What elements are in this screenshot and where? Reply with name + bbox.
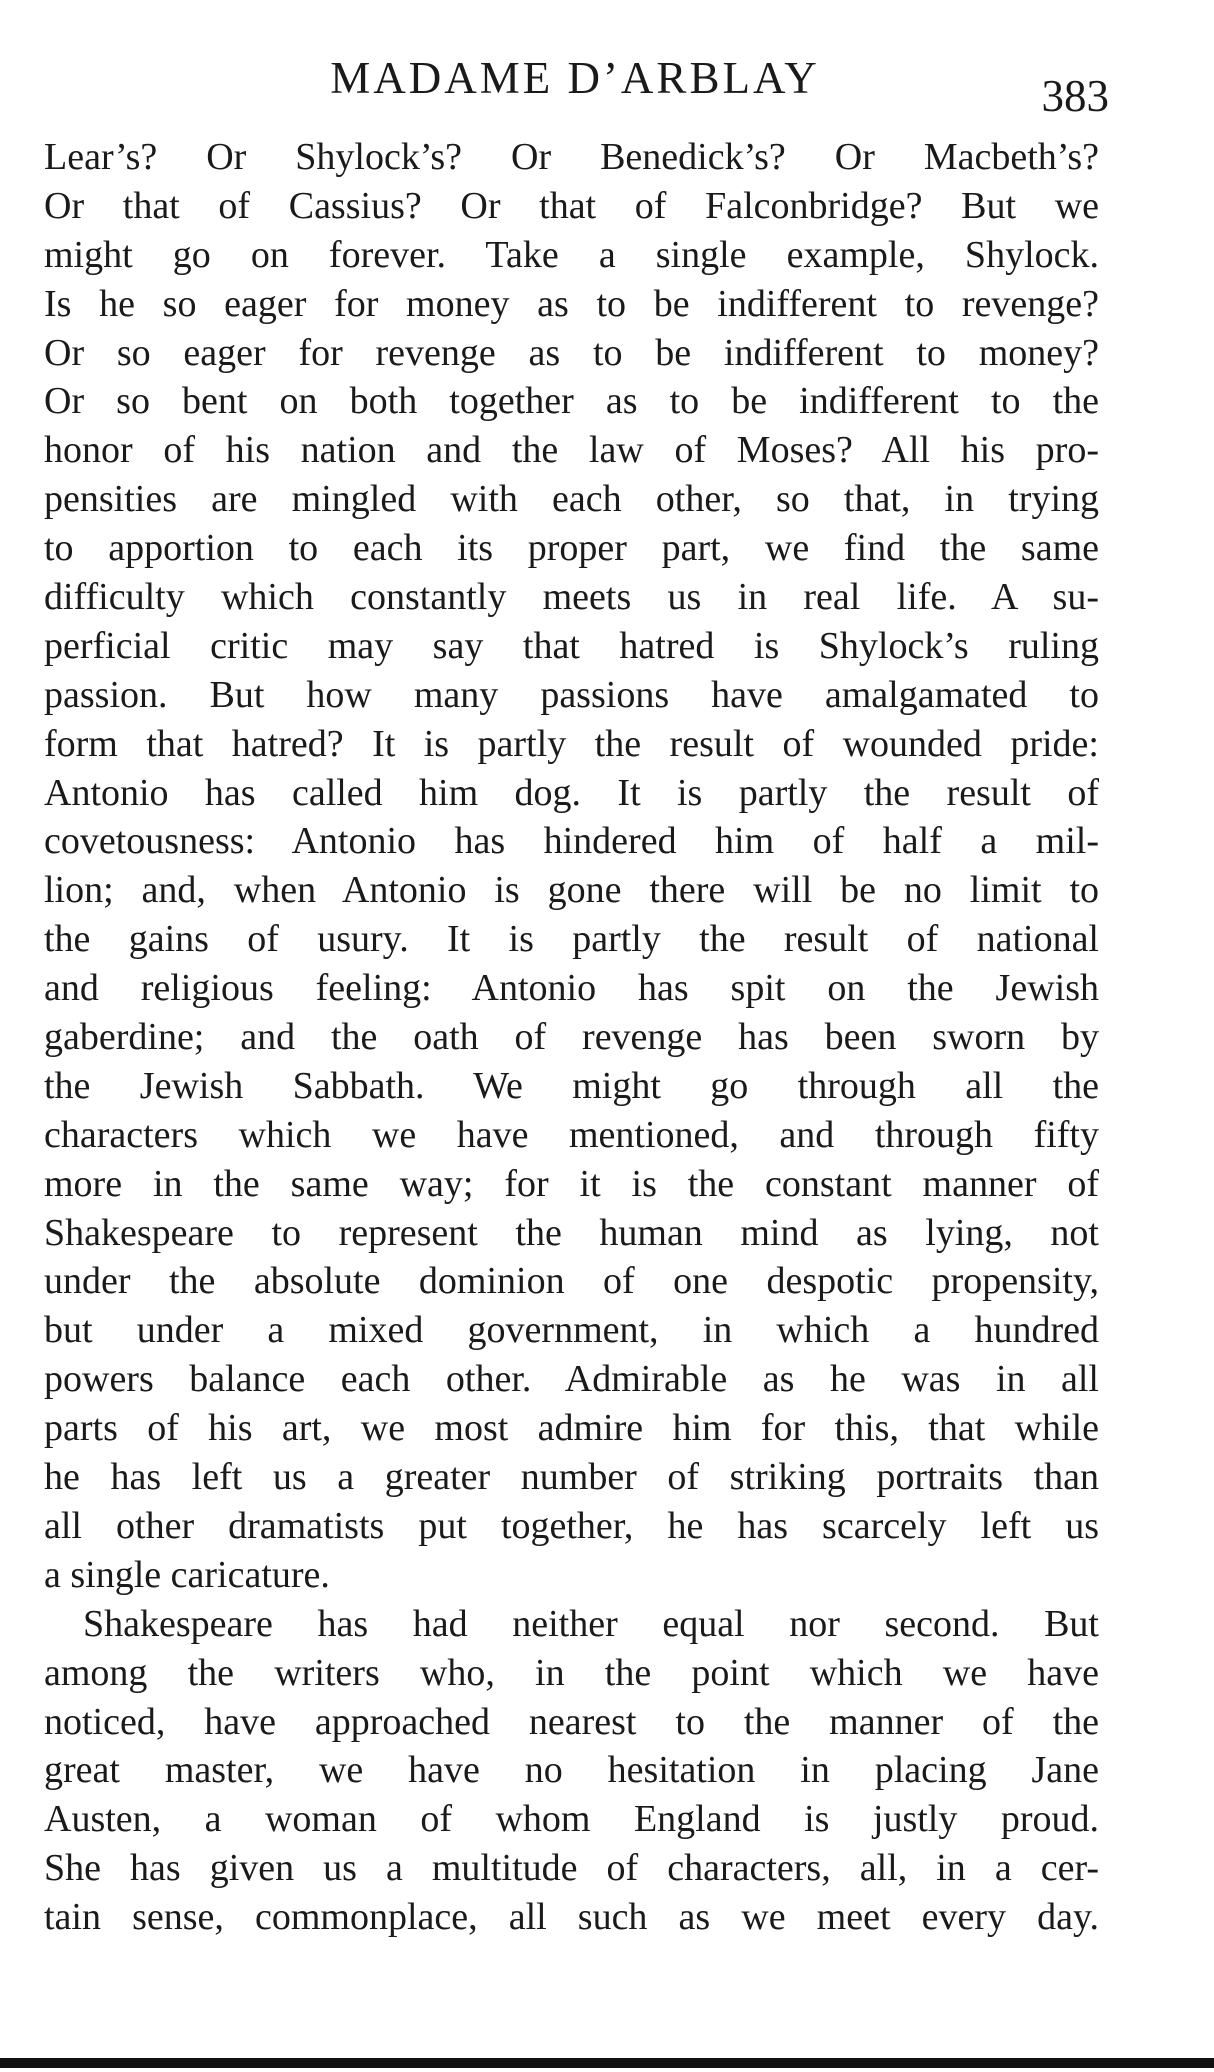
text-line: noticed, have approached nearest to the manner of the	[44, 1700, 1099, 1743]
text-line: Lear’s? Or Shylock’s? Or Benedick’s? Or Macbeth’s?	[44, 136, 1099, 178]
text-line: tain sense, commonplace, all such as we meet every day.	[44, 1896, 1099, 1939]
body-text	[44, 133, 1099, 1942]
text-line: Or so eager for revenge as to be indifferent to money?	[44, 331, 1099, 374]
text-line: Or so bent on both together as to be indifferent to the	[44, 380, 1099, 423]
text-line: he has left us a greater number of striking portraits than	[44, 1456, 1099, 1499]
text-line: parts of his art, we most admire him for this, that while	[44, 1407, 1099, 1450]
text-line: great master, we have no hesitation in placing Jane	[44, 1749, 1099, 1792]
text-line: Or that of Cassius? Or that of Falconbridge? But we	[44, 184, 1099, 227]
text-line: the Jewish Sabbath. We might go through all the	[44, 1064, 1099, 1107]
text-line: the gains of usury. It is partly the result of national	[44, 918, 1099, 961]
text-line: more in the same way; for it is the constant manner of	[44, 1162, 1099, 1205]
text-line: form that hatred? It is partly the result of wounded pride:	[44, 722, 1099, 765]
text-line: Shakespeare to represent the human mind as lying, not	[44, 1211, 1099, 1254]
text-line: covetousness: Antonio has hindered him of half a mil-	[44, 820, 1099, 863]
text-line: might go on forever. Take a single example, Shylock.	[44, 233, 1099, 276]
bottom-edge-rule	[0, 2058, 1214, 2068]
running-head	[0, 48, 1214, 121]
text-line: difficulty which constantly meets us in real life. A su-	[44, 576, 1099, 619]
text-line: characters which we have mentioned, and through fifty	[44, 1113, 1099, 1156]
text-line: perficial critic may say that hatred is Shylock’s ruling	[44, 624, 1099, 667]
running-title: MADAME D’ARBLAY	[330, 53, 820, 103]
text-line: to apportion to each its proper part, we find the same	[44, 527, 1099, 570]
text-line: pensities are mingled with each other, so that, in trying	[44, 478, 1099, 521]
text-line: a single caricature.	[44, 1553, 330, 1596]
text-line: all other dramatists put together, he has scarcely left us	[44, 1504, 1099, 1547]
text-line: powers balance each other. Admirable as he was in all	[44, 1358, 1099, 1401]
text-line: passion. But how many passions have amalgamated to	[44, 673, 1099, 716]
text-line: Shakespeare has had neither equal nor second. But	[83, 1602, 1099, 1645]
text-line: She has given us a multitude of characters, all, in a cer-	[44, 1847, 1099, 1890]
text-line: under the absolute dominion of one despotic propensity,	[44, 1260, 1099, 1303]
text-line: Is he so eager for money as to be indifferent to revenge?	[44, 282, 1099, 325]
paragraph-1	[44, 133, 1099, 1600]
text-line: Antonio has called him dog. It is partly the result of	[44, 771, 1099, 814]
text-line: and religious feeling: Antonio has spit on the Jewish	[44, 967, 1099, 1010]
paragraph-2	[44, 1600, 1099, 1942]
text-line: lion; and, when Antonio is gone there will be no limit to	[44, 869, 1099, 912]
text-line: among the writers who, in the point which we have	[44, 1651, 1099, 1694]
page-number: 383	[1041, 71, 1109, 121]
text-line: but under a mixed government, in which a hundred	[44, 1309, 1099, 1352]
text-line: gaberdine; and the oath of revenge has been sworn by	[44, 1016, 1099, 1059]
text-line: honor of his nation and the law of Moses? All his pro-	[44, 429, 1099, 472]
text-line: Austen, a woman of whom England is justly proud.	[44, 1798, 1099, 1841]
